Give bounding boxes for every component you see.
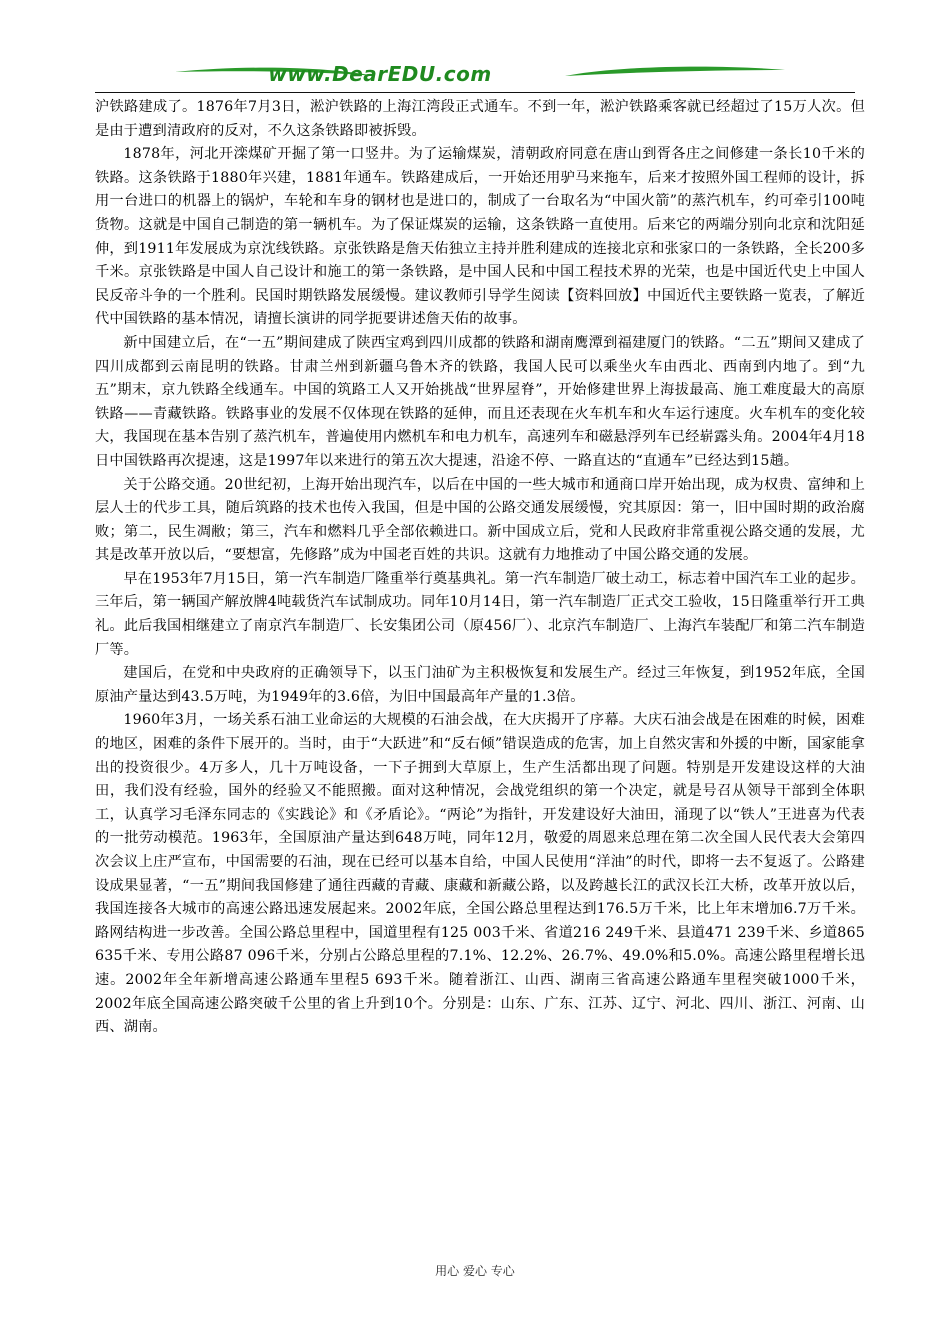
paragraph: 1960年3月，一场关系石油工业命运的大规模的石油会战，在大庆揭开了序幕。大庆石油会战是在困难的时候，困难的地区，困难的条件下展开的。当时，由于“大跃进”和“反右倾”错误造成的危害，加上自然灾害和外援的中断，国家能拿出的投资很少。4万多人，几十万吨设备，一下子拥到大草原上，生产生活都出现了问题。特别是开发建设这样的大油田，我们没有经验，国外的经验又不能照搬。面对这种情况，会战党组织的第一个决定，就是号召从领导干部到全体职工，认真学习毛泽东同志的《实践论》和《矛盾论》。“两论”为指针，开发建设好大油田，涌现了以“铁人”王进喜为代表的一批劳动模范。1963年，全国原油产量达到648万吨，同年12月，敬爱的周恩来总理在第二次全国人民代表大会第四次会议上庄严宣布，中国需要的石油，现在已经可以基本自给，中国人民使用“洋油”的时代，即将一去不复返了。公路建设成果显著，“一五”期间我国修建了通往西藏的青藏、康藏和新藏公路，以及跨越长江的武汉长江大桥，改革开放以后，我国连接各大城市的高速公路迅速发展起来。2002年底，全国公路总里程达到176.5万千米，比上年末增加6.7万千米。路网结构进一步改善。全国公路总里程中，国道里程有125 003千米、省道216 249千米、县道471 239千米、乡道865 635千米、专用公路87 096千米，分别占公路总里程的7.1%、12.2%、26.7%、49.0%和5.0%。高速公路里程增长迅速。2002年全年新增高速公路通车里程5 693千米。随着浙江、山西、湖南三省高速公路通车里程突破1000千米，2002年底全国高速公路突破千公里的省上升到10个。分别是：山东、广东、江苏、辽宁、河北、四川、浙江、河南、山西、湖南。 xyxy=(95,712,865,1036)
paragraph: 早在1953年7月15日，第一汽车制造厂隆重举行奠基典礼。第一汽车制造厂破土动工，标志着中国汽车工业的起步。三年后，第一辆国产解放牌4吨载货汽车试制成功。同年10月14日，第一汽车制造厂正式交工验收，15日隆重举行开工典礼。此后我国相继建立了南京汽车制造厂、长安集团公司（原456厂）、北京汽车制造厂、上海汽车装配厂和第二汽车制造厂等。 xyxy=(95,570,865,658)
header-divider xyxy=(95,92,855,93)
site-logo-text[interactable]: www.DearEDU.com xyxy=(268,62,492,86)
paragraph: 1878年，河北开滦煤矿开掘了第一口竖井。为了运输煤炭，清朝政府同意在唐山到胥各庄之间修建一条长10千米的铁路。这条铁路于1880年兴建，1881年通车。铁路建成后，一开始还用驴马来拖车，后来才按照外国工程师的设计，拆用一台进口的机器上的锅炉，车轮和车身的钢材也是进口的，制成了一台取名为“中国火箭”的蒸汽机车，约可牵引100吨货物。这就是中国自己制造的第一辆机车。为了保证煤炭的运输，这条铁路一直使用。后来它的两端分别向北京和沈阳延伸，到1911年发展成为京沈线铁路。京张铁路是詹天佑独立主持并胜利建成的连接北京和张家口的一条铁路，全长200多千米。京张铁路是中国人自己设计和施工的第一条铁路，是中国人民和中国工程技术界的光荣，也是中国近代史上中国人民反帝斗争的一个胜利。民国时期铁路发展缓慢。建议教师引导学生阅读【资料回放】中国近代主要铁路一览表，了解近代中国铁路的基本情况，请擅长演讲的同学扼要讲述詹天佑的故事。 xyxy=(95,146,865,328)
paragraph: 关于公路交通。20世纪初，上海开始出现汽车，以后在中国的一些大城市和通商口岸开始出现，成为权贵、富绅和上层人士的代步工具，随后筑路的技术也传入我国，但是中国的公路交通发展缓慢，究其原因：第一，旧中国时期的政治腐败；第二，民生凋敝；第三，汽车和燃料几乎全部依赖进口。新中国成立后，党和人民政府非常重视公路交通的发展，尤其是改革开放以后，“要想富，先修路”成为中国老百姓的共识。这就有力地推动了中国公路交通的发展。 xyxy=(95,476,865,564)
paragraph: 新中国建立后，在“一五”期间建成了陕西宝鸡到四川成都的铁路和湖南鹰潭到福建厦门的铁路。“二五”期间又建成了四川成都到云南昆明的铁路。甘肃兰州到新疆乌鲁木齐的铁路，我国人民可以乘坐火车由西北、西南到内地了。到“九五”期末，京九铁路全线通车。中国的筑路工人又开始挑战“世界屋脊”，开始修建世界上海拔最高、施工难度最大的高原铁路——青藏铁路。铁路事业的发展不仅体现在铁路的延伸，而且还表现在火车机车和火车运行速度。火车机车的变化较大，我国现在基本告别了蒸汽机车，普遍使用内燃机车和电力机车，高速列车和磁悬浮列车已经崭露头角。2004年4月18日中国铁路再次提速，这是1997年以来进行的第五次大提速，沿途不停、一路直达的“直通车”已经达到15趟。 xyxy=(95,334,865,469)
document-body xyxy=(95,96,865,1040)
page-footer: 用心 爱心 专心 xyxy=(435,1264,515,1278)
paragraph: 建国后，在党和中央政府的正确领导下，以玉门油矿为主积极恢复和发展生产。经过三年恢复，到1952年底，全国原油产量达到43.5万吨，为1949年的3.6倍，为旧中国最高年产量的1.3倍。 xyxy=(95,665,865,705)
paragraph: 沪铁路建成了。1876年7月3日，淞沪铁路的上海江湾段正式通车。不到一年，淞沪铁路乘客就已经超过了15万人次。但是由于遭到清政府的反对，不久这条铁路即被拆毁。 xyxy=(95,99,865,139)
